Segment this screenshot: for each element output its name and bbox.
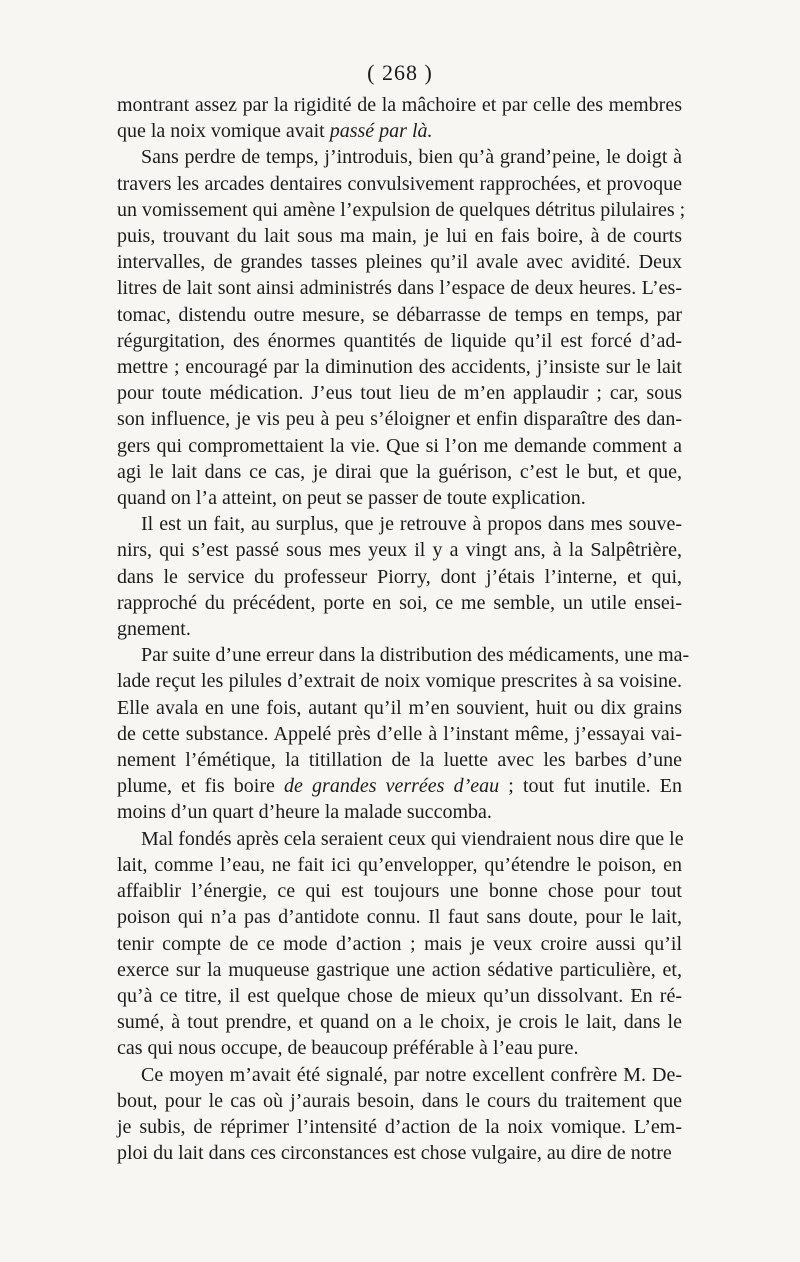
text-segment: qu’à ce titre, il est quelque chose de mieux qu’un dissolvant. En ré- xyxy=(117,984,682,1007)
text-segment: Elle avala en une fois, autant qu’il m’en souvient, huit ou dix grains xyxy=(117,696,682,719)
text-segment: quand on l’a atteint, on peut se passer de toute explication. xyxy=(117,487,586,510)
text-segment: affaiblir l’énergie, ce qui est toujours une bonne chose pour tout xyxy=(117,880,682,903)
text-segment: Mal fondés après cela seraient ceux qui viendraient nous dire que le xyxy=(141,827,684,850)
text-segment: lade reçut les pilules d’extrait de noix vomique prescrites à sa voisine. xyxy=(117,670,682,693)
body-text xyxy=(117,92,690,1166)
text-segment: Il est un fait, au surplus, que je retrouve à propos dans mes souve- xyxy=(141,513,682,536)
text-line xyxy=(117,485,682,511)
text-line xyxy=(117,773,682,799)
italic-text: de grandes verrées d’eau xyxy=(284,775,500,798)
text-segment: montrant assez par la rigidité de la mâchoire et par celle des membres xyxy=(117,94,682,116)
text-segment: Sans perdre de temps, j’introduis, bien qu’à grand’peine, le doigt à xyxy=(141,146,682,169)
text-line xyxy=(117,957,682,983)
text-line xyxy=(117,406,682,432)
text-segment: plume, et fis boire xyxy=(117,775,285,798)
text-segment: ; tout fut inutile. En xyxy=(499,775,682,798)
text-segment: ploi du lait dans ces circonstances est chose vulgaire, au dire de notre xyxy=(117,1142,672,1165)
text-segment: travers les arcades dentaires convulsivement rapprochées, et provoque xyxy=(117,172,682,195)
text-line xyxy=(117,302,682,328)
text-line xyxy=(117,144,682,170)
text-line xyxy=(117,642,690,668)
text-segment: sumé, à tout prendre, et quand on a le choix, je crois le lait, dans le xyxy=(117,1011,682,1034)
paragraph xyxy=(117,642,690,825)
text-line xyxy=(117,904,682,930)
text-line xyxy=(117,197,686,223)
text-line xyxy=(117,852,682,878)
text-line xyxy=(117,459,682,485)
page-number: ( 268 ) xyxy=(367,60,433,85)
text-line xyxy=(117,354,682,380)
text-line xyxy=(117,616,682,642)
paragraph xyxy=(117,511,682,642)
italic-text: passé par là. xyxy=(329,120,433,143)
text-line xyxy=(117,275,682,301)
text-line xyxy=(117,223,682,249)
text-line xyxy=(117,537,682,563)
text-line xyxy=(117,668,682,694)
text-segment: mettre ; encouragé par la diminution des accidents, j’insiste sur le lait xyxy=(117,356,682,379)
text-segment: je subis, de réprimer l’intensité d’action de la noix vomique. L’em- xyxy=(117,1115,682,1138)
text-line xyxy=(117,695,682,721)
text-segment: nirs, qui s’est passé sous mes yeux il y a vingt ans, à la Salpêtrière, xyxy=(117,539,682,562)
text-line xyxy=(117,878,682,904)
text-segment: poison qui n’a pas d’antidote connu. Il faut sans doute, pour le lait, xyxy=(117,906,682,929)
text-line xyxy=(117,1140,682,1166)
text-line xyxy=(117,328,682,354)
text-line xyxy=(117,826,682,852)
text-line xyxy=(117,931,682,957)
text-line xyxy=(117,1088,682,1114)
text-line xyxy=(117,433,682,459)
text-line xyxy=(117,721,682,747)
text-segment: Par suite d’une erreur dans la distribution des médicaments, une ma- xyxy=(141,644,690,667)
text-segment: Ce moyen m’avait été signalé, par notre excellent confrère M. De- xyxy=(141,1063,682,1086)
text-segment: un vomissement qui amène l’expulsion de quelques détritus pilulaires ; xyxy=(117,198,686,221)
text-segment: tenir compte de ce mode d’action ; mais je veux croire aussi qu’il xyxy=(117,932,682,955)
text-segment: son influence, je vis peu à peu s’éloigner et enfin disparaître des dan- xyxy=(117,408,682,431)
text-segment: agi le lait dans ce cas, je dirai que la guérison, c’est le but, et que, xyxy=(117,460,682,483)
text-segment: gers qui compromettaient la vie. Que si l’on me demande comment a xyxy=(117,434,682,457)
text-line xyxy=(117,983,682,1009)
text-line xyxy=(117,249,682,275)
text-line xyxy=(117,590,682,616)
text-line xyxy=(117,799,682,825)
paragraph xyxy=(117,1062,682,1167)
text-segment: dans le service du professeur Piorry, dont j’étais l’interne, et qui, xyxy=(117,565,682,588)
text-line xyxy=(117,747,682,773)
text-line xyxy=(117,118,682,144)
text-segment: nement l’émétique, la titillation de la luette avec les barbes d’une xyxy=(117,749,682,772)
text-line xyxy=(117,380,682,406)
text-segment: gnement. xyxy=(117,618,191,641)
paragraph xyxy=(117,92,682,144)
text-segment: que la noix vomique avait xyxy=(117,120,330,143)
text-segment: tomac, distendu outre mesure, se débarrasse de temps en temps, par xyxy=(117,303,682,326)
text-line xyxy=(117,1114,682,1140)
text-segment: pour toute médication. J’eus tout lieu de m’en applaudir ; car, sous xyxy=(117,382,682,405)
text-line xyxy=(117,1035,682,1061)
text-segment: litres de lait sont ainsi administrés dans l’espace de deux heures. L’es- xyxy=(117,277,682,300)
text-line xyxy=(117,564,682,590)
paragraph xyxy=(117,826,682,1062)
paragraph xyxy=(117,144,686,511)
text-line xyxy=(117,511,682,537)
text-line xyxy=(117,1009,682,1035)
text-line xyxy=(117,92,682,118)
text-segment: puis, trouvant du lait sous ma main, je lui en fais boire, à de courts xyxy=(117,225,682,248)
text-line xyxy=(117,1062,682,1088)
text-segment: intervalles, de grandes tasses pleines qu’il avale avec avidité. Deux xyxy=(117,251,682,274)
text-segment: bout, pour le cas où j’aurais besoin, dans le cours du traitement que xyxy=(117,1089,682,1112)
text-segment: moins d’un quart d’heure la malade succomba. xyxy=(117,801,492,824)
text-segment: de cette substance. Appelé près d’elle à l’instant même, j’essayai vai- xyxy=(117,722,682,745)
text-segment: rapproché du précédent, porte en soi, ce me semble, un utile ensei- xyxy=(117,591,682,614)
text-segment: lait, comme l’eau, ne fait ici qu’envelopper, qu’étendre le poison, en xyxy=(117,853,682,876)
text-line xyxy=(117,171,682,197)
text-segment: régurgitation, des énormes quantités de liquide qu’il est forcé d’ad- xyxy=(117,329,682,352)
text-segment: exerce sur la muqueuse gastrique une action sédative particulière, et, xyxy=(117,958,682,981)
text-segment: cas qui nous occupe, de beaucoup préférable à l’eau pure. xyxy=(117,1037,579,1060)
